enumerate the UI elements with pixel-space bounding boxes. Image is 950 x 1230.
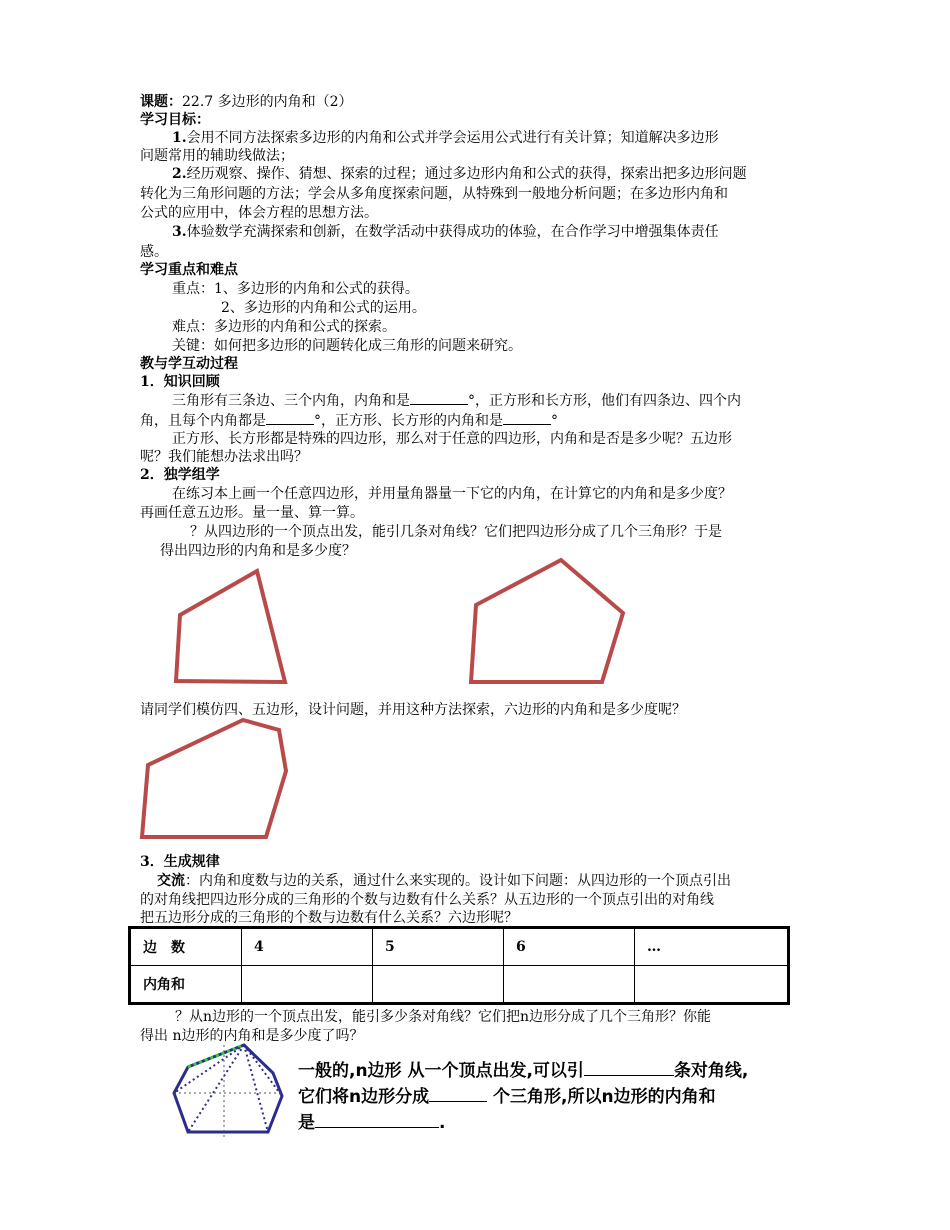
blank-rect-sum[interactable] [503, 410, 551, 425]
s1-l2a: 角，且每个内角都是 [140, 413, 266, 429]
summary-l3a: 是 [298, 1113, 315, 1133]
focus-key-2: 2、多边形的内角和公式的运用。 [221, 300, 426, 316]
s2-line2: 再画任意五边形。量一量、算一算。 [140, 505, 364, 521]
goal-2-line2: 转化为三角形问题的方法；学会从多角度探索问题，从特殊到一般地分析问题；在多边形内角和 [140, 186, 728, 202]
table-cell: 5 [373, 928, 504, 966]
table-cell: 6 [504, 928, 635, 966]
s2-line5: 请同学们模仿四、五边形，设计问题，并用这种方法探索，六边形的内角和是多少度呢？ [140, 702, 686, 718]
angle-sum-table [128, 926, 790, 1005]
table-header-angle-sum: 内角和 [130, 966, 242, 1004]
title-label: 课题： [140, 94, 182, 110]
summary-line2 [298, 1084, 716, 1110]
ngon-shape [174, 1045, 282, 1132]
focus-key-1: 重点：1、多边形的内角和公式的获得。 [172, 281, 419, 297]
table-input-cell[interactable] [373, 966, 504, 1004]
table-input-cell[interactable] [504, 966, 635, 1004]
summary-l1b: 条对角线, [673, 1061, 749, 1081]
blank-each-angle[interactable] [266, 410, 314, 425]
title-line [140, 92, 812, 112]
table-header-sides: 边 数 [130, 928, 242, 966]
quadrilateral-shape [176, 571, 285, 682]
summary-line3 [298, 1110, 445, 1136]
focus-heading: 学习重点和难点 [140, 262, 238, 278]
summary-l2a: 它们将n边形分成 [298, 1087, 430, 1107]
s2-line1: 在练习本上画一个任意四边形，并用量角器量一下它的内角，在计算它的内角和是多少度？ [172, 486, 732, 502]
s1-line2 [140, 410, 812, 431]
blank-diagonals[interactable] [584, 1059, 674, 1076]
pentagon-shape [471, 560, 623, 682]
exchange-label: 交流 [157, 873, 185, 889]
blank-triangle-sum[interactable] [410, 390, 468, 405]
s2-line3: ？从四边形的一个顶点出发，能引几条对角线？它们把四边形分成了几个三角形？于是 [190, 524, 722, 540]
s3-line2: 的对角线把四边形分成的三角形的个数与边数有什么关系？从五边形的一个顶点引出的对角线 [140, 892, 714, 908]
s3-question1: ？从n边形的一个顶点出发，能引多少条对角线？它们把n边形分成了几个三角形？你能 [175, 1009, 712, 1025]
pentagon-figure [465, 553, 630, 688]
s2-line4: 得出四边形的内角和是多少度？ [160, 543, 356, 559]
summary-line1 [298, 1058, 748, 1084]
goals-heading: 学习目标： [140, 112, 210, 128]
summary-l2b: 个三角形,所以n边形的内角和 [487, 1087, 716, 1107]
summary-l3b: . [439, 1113, 446, 1133]
goal-3-num: 3. [172, 224, 187, 240]
s1-line4: 呢？我们能想办法求出吗？ [140, 449, 308, 465]
goal-2-text: 经历观察、操作、猜想、探索的过程；通过多边形内角和公式的获得，探索出把多边形问题 [186, 166, 747, 182]
table-input-cell[interactable] [635, 966, 789, 1004]
goal-1-line2: 问题常用的辅助线做法； [140, 148, 294, 164]
s3-line1 [157, 871, 829, 891]
blank-triangles[interactable] [429, 1085, 487, 1102]
quadrilateral-figure [170, 565, 295, 690]
goal-3-line2: 感。 [140, 244, 168, 260]
focus-difficulty: 难点：多边形的内角和公式的探索。 [172, 319, 396, 335]
s1-l1b: °，正方形和长方形，他们有四条边、四个内 [468, 393, 741, 409]
diagonal-lines [174, 1045, 282, 1132]
goal-3-text: 体验数学充满探索和创新，在数学活动中获得成功的体验，在合作学习中增强集体责任 [186, 224, 719, 240]
goal-1-num: 1. [172, 130, 187, 146]
table-row [130, 928, 789, 966]
title-text: 22.7 多边形的内角和（2） [182, 94, 353, 110]
s1-l1a: 三角形有三条边、三个内角，内角和是 [172, 393, 410, 409]
s1-line1 [172, 390, 844, 411]
hexagon-shape [142, 720, 286, 837]
table-row [130, 966, 789, 1004]
s3-question2: 得出 n边形的内角和是多少度了吗？ [140, 1028, 364, 1044]
goal-1-text: 会用不同方法探索多边形的内角和公式并学会运用公式进行有关计算；知道解决多边形 [186, 130, 719, 146]
section-3-heading: 3．生成规律 [140, 854, 220, 870]
summary-l1a: 一般的,n边形 从一个顶点出发,可以引 [298, 1061, 584, 1081]
goal-2-line1 [172, 164, 844, 184]
s1-l2b: °，正方形、长方形的内角和是 [314, 413, 503, 429]
goal-2-num: 2. [172, 166, 187, 182]
table-input-cell[interactable] [242, 966, 373, 1004]
blank-angle-sum[interactable] [315, 1111, 439, 1128]
s1-line3: 正方形、长方形都是特殊的四边形，那么对于任意的四边形，内角和是否是多少呢？五边形 [172, 431, 732, 447]
goal-2-line3: 公式的应用中，体会方程的思想方法。 [140, 205, 378, 221]
section-2-heading: 2．独学组学 [140, 467, 220, 483]
goal-3-line1 [172, 222, 844, 242]
s3-l1b: ：内角和度数与边的关系，通过什么来实现的。设计如下问题：从四边形的一个顶点引出 [185, 873, 731, 889]
section-1-heading: 1．知识回顾 [140, 374, 220, 390]
s3-line3: 把五边形分成的三角形的个数与边数有什么关系？六边形呢？ [140, 910, 518, 926]
process-heading: 教与学互动过程 [140, 356, 238, 372]
s1-l2c: ° [551, 413, 558, 429]
goal-1-line1 [172, 128, 844, 148]
ngon-diagram [170, 1040, 290, 1140]
focus-crux: 关键：如何把多边形的问题转化成三角形的问题来研究。 [172, 338, 522, 354]
table-cell: 4 [242, 928, 373, 966]
hexagon-figure [135, 713, 295, 843]
table-cell: … [635, 928, 789, 966]
